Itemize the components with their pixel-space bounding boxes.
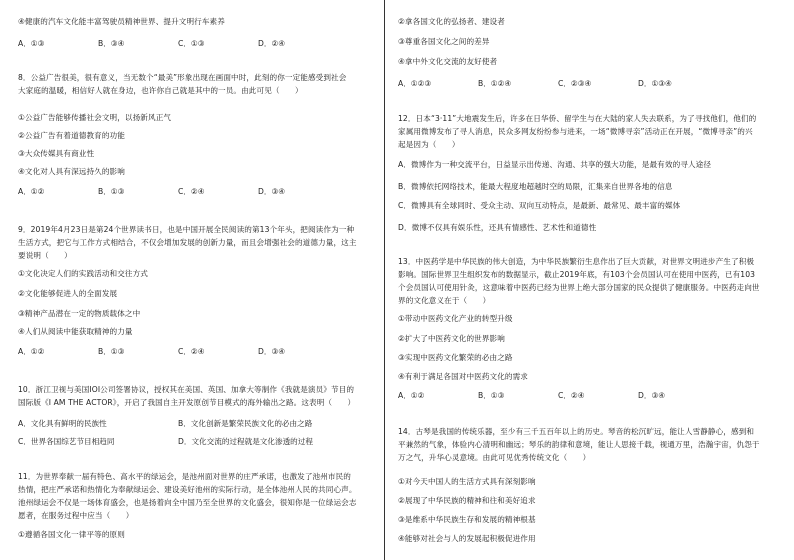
answer-options [18,187,348,197]
question-item: ④拿中外文化交流的友好使者 [398,57,498,66]
left-column [18,0,370,560]
question-13-stem: 13．中医药学是中华民族的伟大创造，为中华民族繁衍生息作出了巨大贡献，对世界文明进步产生了积极影响。国际世界卫生组织发布的数据显示，截止2019年底，有103个会员国认可在使用中医药，已有103个会员国认可使用针灸，这意味着中医药已经为世界上绝大部分国家的民众提供了健康服务。中医药走向世界的文化意义在于（ ） [398,257,760,305]
question-item: ②文化能够促进人的全面发展 [18,289,118,298]
question-item: ①遵循各国文化一律平等的原则 [18,530,125,539]
question-9-stem: 9．2019年4月23日是第24个世界读书日，也是中国开展全民阅读的第13个年头，把阅读作为一种生活方式，把它与工作方式相结合，不仅会增加发展的创新力量，而且会增强社会的道德力量，这主要说明（ ） [18,225,357,260]
question-item: ④有利于满足各国对中医药文化的需求 [398,372,529,381]
answer-options [18,39,348,49]
column-divider [384,0,385,560]
option-a: A．①② [18,347,45,356]
question-item: ④能够对社会与人的发展起积极促进作用 [398,534,536,543]
answer-options [398,79,728,89]
question-10-stem: 10．浙江卫视与美国IOI公司签署协议，授权其在美国、英国、加拿大等制作《我就是演员》节目的国际版《I AM THE ACTOR》，开启了我国自主开发原创节目模式的海外输出之路。这表明（ ） [18,385,356,407]
option-b: B．①③ [98,187,125,196]
option-c: C．②④ [558,391,585,400]
question-item: ④文化对人具有深远持久的影响 [18,167,125,176]
option-c: C．①③ [178,39,205,48]
option-b: B．微博依托网络技术，能最大程度地超越时空的局限，汇集来自世界各地的信息 [398,182,673,191]
answer-options [398,391,728,401]
question-item: ②扩大了中医药文化的世界影响 [398,334,505,343]
option-a: A．①②③ [398,79,432,88]
option-c: C．②③④ [558,79,592,88]
option-b: B．①③ [478,391,505,400]
option-d: D．③④ [638,391,666,400]
answer-options [18,419,338,429]
option-a: A．微博作为一种交流平台，日益显示出传递、沟通、共享的强大功能，是最有效的寻人途径 [398,160,712,169]
option-d: D．文化交流的过程就是文化渗透的过程 [178,437,313,446]
question-item: ①对今天中国人的生活方式具有深刻影响 [398,477,536,486]
option-c: C．微博具有全球同时、受众主动、双向互动特点，是最新、最常见、最丰富的媒体 [398,201,681,210]
question-item: ③精神产品潜在一定的物质载体之中 [18,309,141,318]
question-14-stem: 14．古琴是我国的传统乐器，至少有三千五百年以上的历史。琴音的松沉旷远，能让人雪静静心，感到和平兼然的气象，体验内心清明和幽远；琴乐的韵律和意境，能让人思接千载，视通万里，浩瀚宇宙，仇怨于万之气，升华心灵意境。由此可见优秀传统文化（ ） [398,427,760,462]
question-12-stem: 12．日本“3·11”大地震发生后，许多在日华侨、留学生与在大陆的家人失去联系，为了寻找他们，他们的家属用微博发布了寻人消息，民众多网友纷纷参与进来，一场“微博寻亲”活动正在开展，“微博寻亲”的兴起是因为（ ） [398,114,757,149]
question-item: ①带动中医药文化产业的转型升级 [398,314,513,323]
answer-options [18,437,338,447]
option-b: B．文化创新是繁荣民族文化的必由之路 [178,419,313,428]
question-item: ②拿各国文化的弘扬者、建设者 [398,17,505,26]
option-a: A．①③ [18,39,45,48]
question-item: ③实现中医药文化繁荣的必由之路 [398,353,513,362]
option-a: A．①② [398,391,425,400]
option-d: D．②④ [258,39,286,48]
question-8-stem: 8．公益广告很美，很有意义，当无数个“最美”形象出现在画面中时，此刻的你一定能感受到社会大家庭的温暖，相信好人就在身边，也许你自己就是其中的一员。由此可见（ ） [18,73,347,95]
answer-options [18,347,348,357]
option-d: D．微博不仅具有娱乐性，还具有情感性、艺术性和道德性 [398,223,597,232]
option-a: A．文化具有鲜明的民族性 [18,419,107,428]
option-b: B．①②④ [478,79,512,88]
question-item: ①文化决定人们的实践活动和交往方式 [18,269,149,278]
option-d: D．①③④ [638,79,672,88]
option-b: B．③④ [98,39,125,48]
option-c: C．②④ [178,187,205,196]
question-item: ①公益广告能够传播社会文明，以扬新风正气 [18,113,172,122]
right-column [398,0,768,560]
option-d: D．③④ [258,347,286,356]
question-item: ③尊重各国文化之间的差异 [398,37,490,46]
question-11-stem: 11．为世界奉献一届有特色、高水平的绿运会，是池州面对世界的庄严承诺，也激发了池州市民的热情，把庄严承诺和热情化为奉献绿运会、建设美好池州的实际行动，是全体池州人民的共同心声。池州绿运会不仅是一场体育盛会，也是扬着向全中国乃至全世界的文化盛会，很知你是一位绿运会志愿者，在服务过程中应当（ ） [18,472,357,520]
option-b: B．①③ [98,347,125,356]
question-item: ②公益广告有着道德教育的功能 [18,131,125,140]
option-c: C．②④ [178,347,205,356]
question-item: ③是维系中华民族生存和发展的精神根基 [398,515,536,524]
question-item: ④健康的汽车文化能丰富驾驶员精神世界、提升文明行车素养 [18,17,225,26]
question-item: ②展现了中华民族的精神和往和美好追求 [398,496,536,505]
option-c: C．世界各国综艺节目相趋同 [18,437,115,446]
question-item: ③大众传媒具有商业性 [18,149,95,158]
option-a: A．①② [18,187,45,196]
option-d: D．③④ [258,187,286,196]
question-item: ④人们从阅读中能获取精神的力量 [18,327,133,336]
